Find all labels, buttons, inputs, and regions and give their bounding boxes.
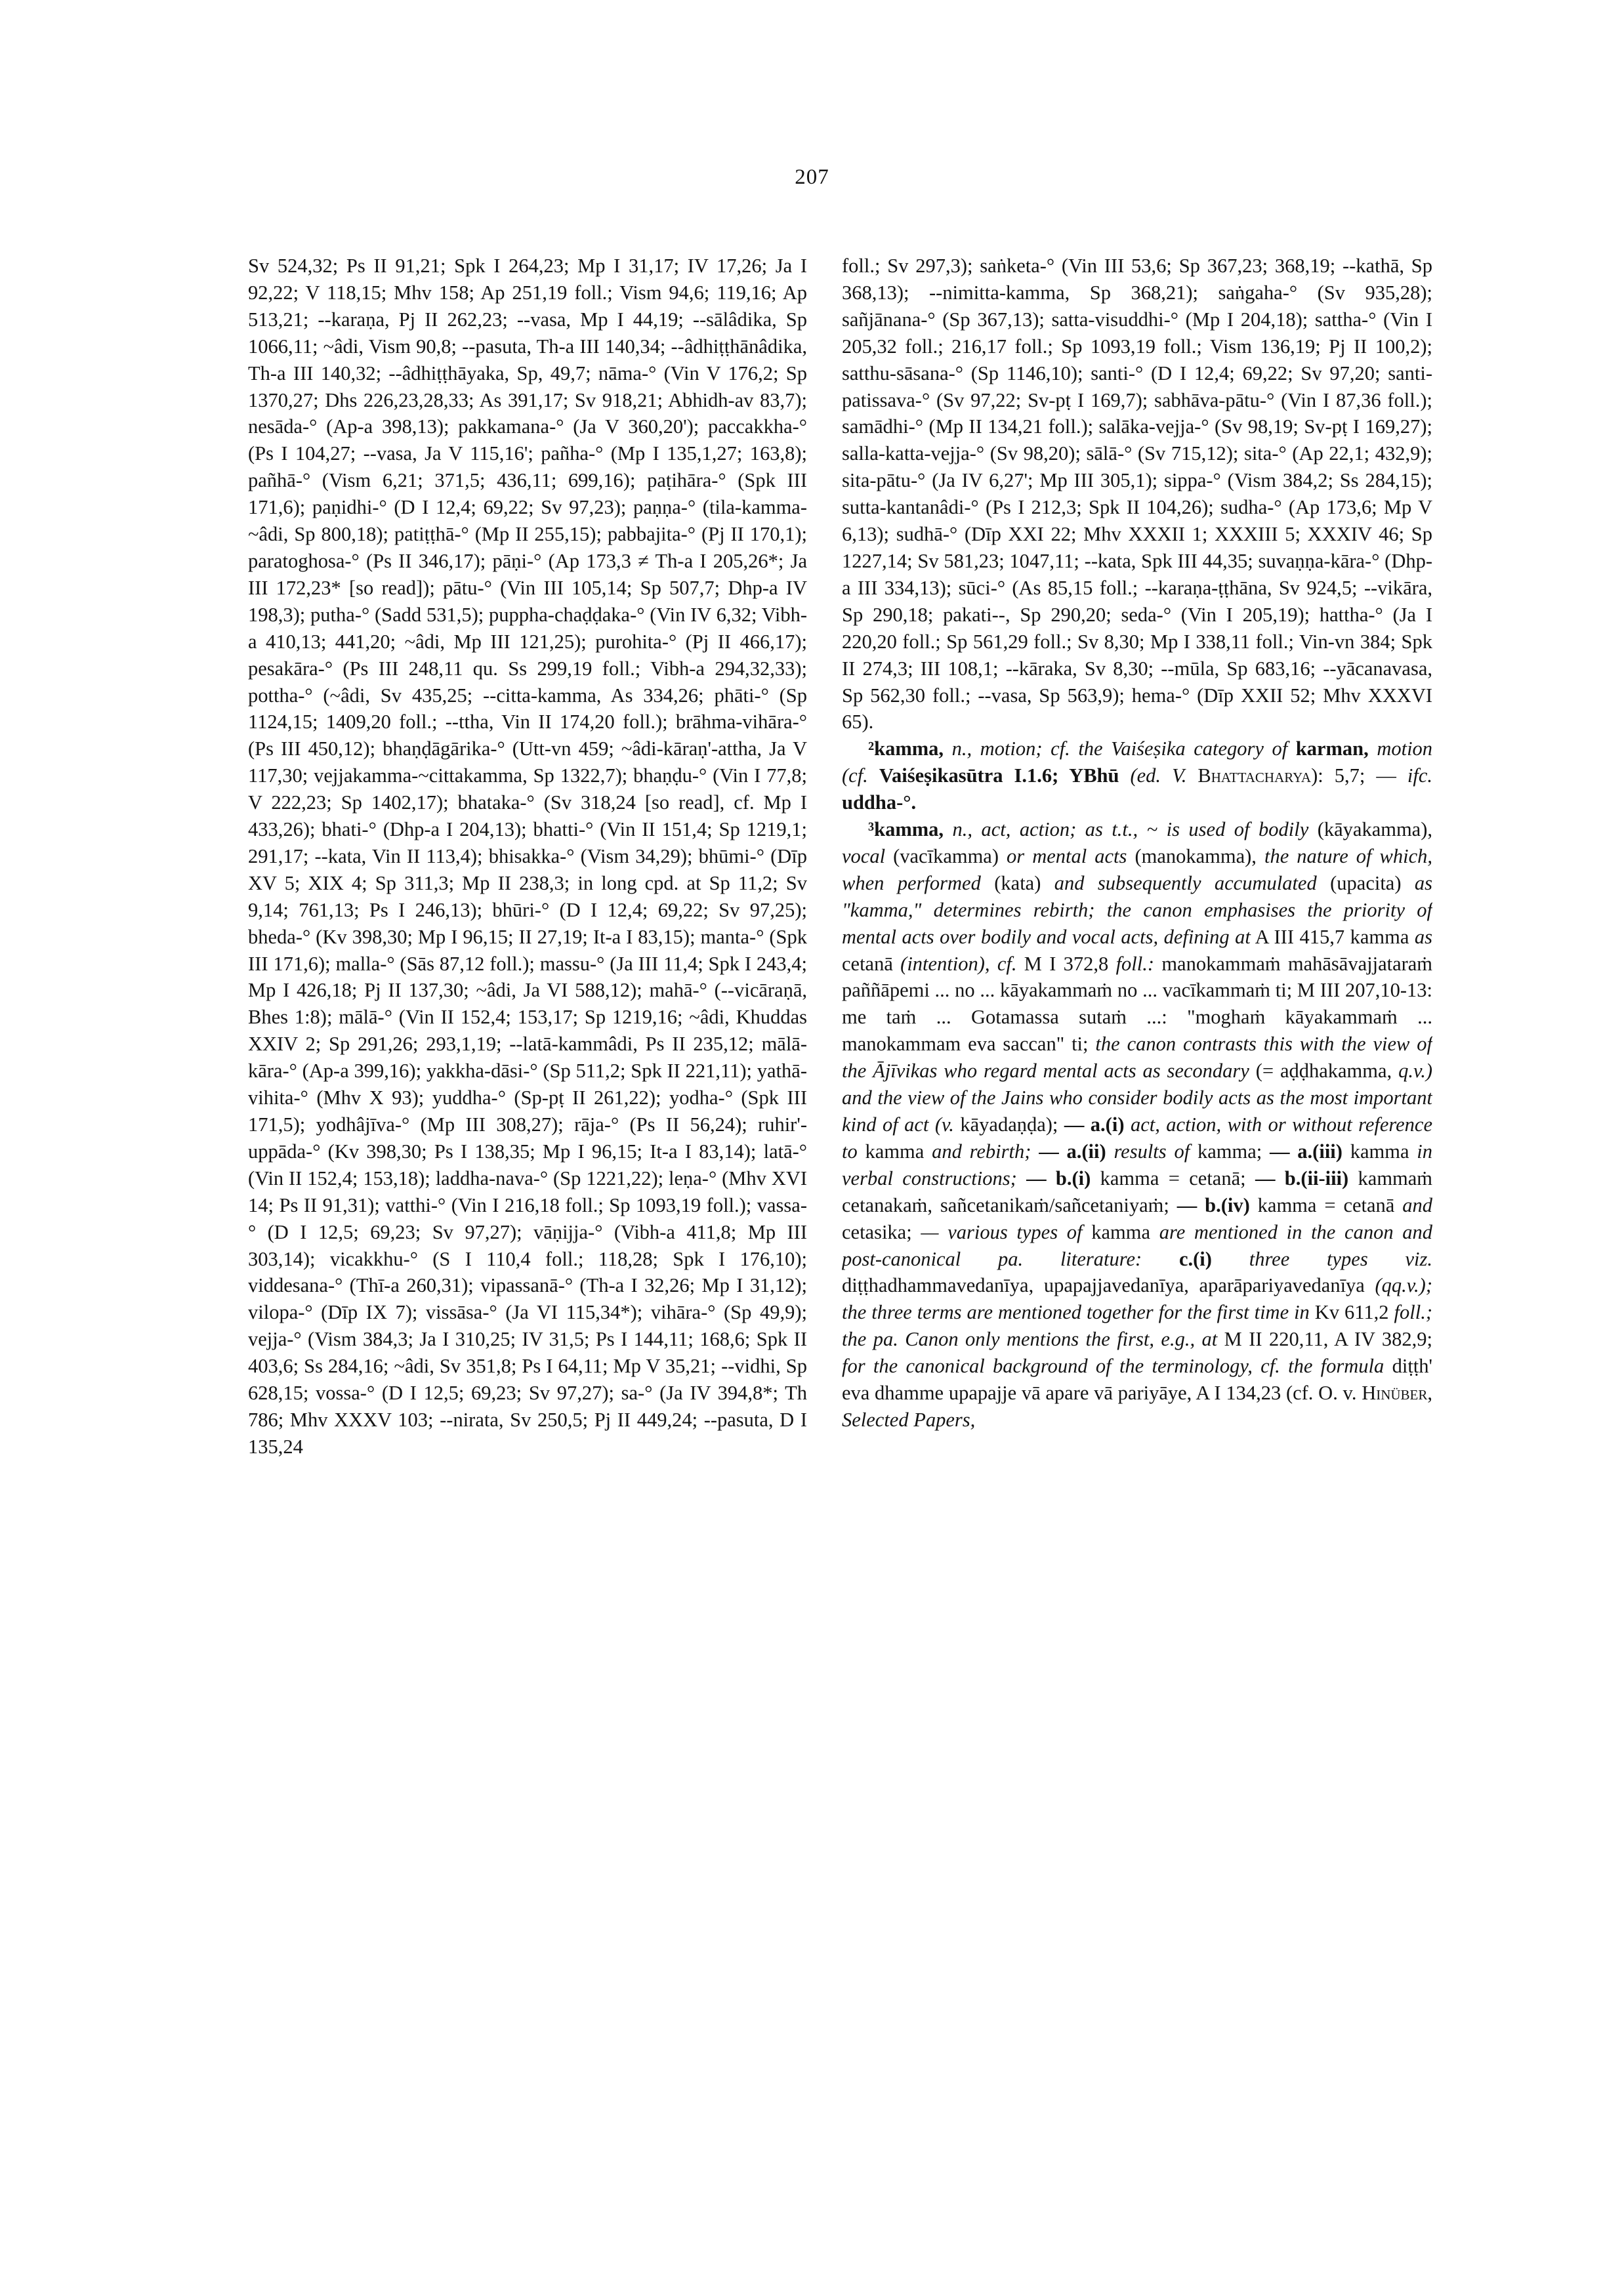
sense-label: — b.(ii-iii) (1255, 1167, 1349, 1189)
pali-term: (upacita) (1330, 871, 1402, 894)
gloss: the three terms are mentioned together for the first time in (842, 1301, 1310, 1324)
reference: A III 415,7 kamma (1255, 925, 1409, 948)
gloss: vocal (842, 844, 886, 867)
sense-label: c.(i) (1178, 1247, 1212, 1270)
page-number: 207 (795, 165, 829, 189)
gloss: determines rebirth; the canon emphasises the priority of mental acts over bodily and vocal acts, defining at (842, 898, 1432, 948)
entry-headword: ²kamma, (868, 737, 944, 760)
gloss: foll.: (1115, 952, 1155, 975)
pali-term: kamma = cetanā (1257, 1193, 1395, 1216)
quotation: diṭṭh' eva dhamme upapajje vā apare vā pariyāye, A I 134,23 (842, 1355, 1432, 1405)
gloss: the pa. Canon only mentions the first, e.g., at (842, 1328, 1218, 1351)
author-name: Hinüber, (1362, 1382, 1432, 1405)
pali-term: (= aḍḍhakamma, (1255, 1060, 1392, 1083)
source-ref: Vaiśeṣikasūtra I.1.6; YBhū (879, 764, 1119, 787)
gloss: and the view of the Jains who consider bodily acts as the most important kind of act (842, 1086, 1432, 1136)
gloss: the canon contrasts this with the view of the Ājīvikas who regard mental acts as secondary (842, 1033, 1432, 1083)
sense-label: — a.(iii) (1270, 1140, 1343, 1163)
gloss: and rebirth; (932, 1140, 1031, 1163)
editor-label: (ed. V. (1130, 764, 1187, 787)
editor-name: Bhattacharya (1197, 764, 1312, 787)
left-column-text: Sv 524,32; Ps II 91,21; Spk I 264,23; Mp I 31,17; IV 17,26; Ja I 92,22; V 118,15; Mhv 158; Ap 251,19 foll.; Vism 94,6; 119,16; Ap 513,21; --karaṇa, Pj II 262,23; --vasa, Mp I 44,19; --sālâdika, Sp 1066,11; ~âdi, Vism 90,8; --pasuta, Th-a III 140,34; --âdhiṭṭhānâdika, Th-a III 140,32; --âdhiṭṭhāyaka, Sp, 49,7; nāma-° (Vin V 176,2; Sp 1370,27; Dhs 226,23,28,33; As 391,17; Sv 918,21; Abhidh-av 83,7); nesāda-° (Ap-a 398,13); pakkamana-° (Ja V 360,20'); paccakkha-° (Ps I 104,27; --vasa, Ja V 115,16'; pañha-° (Mp I 135,1,27; 163,8); pañhā-° (Vism 6,21; 371,5; 436,11; 699,16); paṭihāra-° (Spk III 171,6); paṇidhi-° (D I 12,4; 69,22; Sv 97,23); paṇṇa-° (tila-kamma-~âdi, Sp 800,18); patiṭṭhā-° (Mp II 255,15); pabbajita-° (Pj II 170,1); paratoghosa-° (Ps II 346,17); pāṇi-° (Ap 173,3 ≠ Th-a I 205,26*; Ja III 172,23* [so read]); pātu-° (Vin III 105,14; Sp 507,7; Dhp-a IV 198,3); putha-° (Sadd 531,5); puppha-chaḍḍaka-° (Vin IV 6,32; Vibh-a 410,13; 441,20; ~âdi, Mp III 121,25); purohita-° (Pj II 466,17); pesakāra-° (Ps III 248,11 qu. Ss 299,19 foll.; Vibh-a 294,32,33); pottha-° (~âdi, Sv 435,25; --citta-kamma, As 334,26; phāti-° (Sp 1124,15; 1409,20 foll.; --ttha, Vin II 174,20 foll.); brāhma-vihāra-° (Ps III 450,12); bhaṇḍāgārika-° (Utt-vn 459; ~âdi-kāraṇ'-attha, Ja V 117,30; vejjakamma-~cittakamma, Sp 1322,7); bhaṇḍu-° (Vin I 77,8; V 222,23; Sp 1402,17); bhataka-° (Sv 318,24 [so read], cf. Mp I 433,26); bhati-° (Dhp-a I 204,13); bhatti-° (Vin II 151,4; Sp 1219,1; 291,17; --kata, Vin II 113,4); bhisakka-° (Vism 34,29); bhūmi-° (Dīp XV 5; XIX 4; Sp 311,3; Mp II 238,3; in long cpd. at Sp 11,2; Sv 9,14; 761,13; Ps I 246,13); bhūri-° (D I 12,4; 69,22; Sv 97,25); bheda-° (Kv 398,30; Mp I 96,15; II 27,19; It-a I 83,15); manta-° (Spk III 171,6); malla-° (Sās 87,12 foll.); massu-° (Ja III 11,4; Spk I 243,4; Mp I 426,18; Pj II 137,30; ~âdi, Ja VI 588,12); mahā-° (--vicāraṇā, Bhes 1:8); mālā-° (Vin II 152,4; 153,17; Sp 1219,16; ~âdi, Khuddas XXIV 2; Sp 291,26; 293,1,19; --latā-kammâdi, Ps II 235,12; mālā-kāra-° (Ap-a 399,16); yakkha-dāsi-° (Sp 511,2; Spk II 221,11); yathā-vihita-° (Mhv X 93); yuddha-° (Sp-pṭ II 261,22); yodha-° (Spk III 171,5); yodhâjīva-° (Mp III 308,27); rāja-° (Ps II 56,24); ruhir'-uppāda-° (Kv 398,30; Ps I 138,35; Mp I 96,15; It-a I 83,14); latā-° (Vin II 152,4; 153,18); laddha-nava-° (Sp 1221,22); leṇa-° (Mhv XVI 14; Ps II 91,31); vatthi-° (Vin I 216,18 foll.; Sp 1093,19 foll.); vassa-° (D I 12,5; 69,23; Sv 97,27); vāṇijja-° (Vibh-a 411,8; Mp III 303,14); vicakkhu-° (S I 110,4 foll.; 118,28; Spk I 176,10); viddesana-° (Thī-a 260,31); vipassanā-° (Th-a I 32,26; Mp I 31,12); vilopa-° (Dīp IX 7); vissāsa-° (Ja VI 115,34*); vihāra-° (Sp 49,9); vejja-° (Vism 384,3; Ja I 310,25; IV 31,5; Ps I 144,11; 168,6; Spk II 403,6; Ss 284,16; ~âdi, Sv 351,8; Ps I 64,11; Mp V 35,21; --vidhi, Sp 628,15; vossa-° (D I 12,5; 69,23; Sv 97,27); sa-° (Ja IV 394,8*; Th 786; Mhv XXXV 103; --nirata, Sv 250,5; Pj II 449,24; --pasuta, D I 135,24 (248, 255, 807, 1458)
pali-term: (manokamma), (1135, 844, 1257, 867)
gloss: (qq.v.); (1375, 1274, 1432, 1297)
gloss: and subsequently accumulated (1054, 871, 1317, 894)
pali-term: (vacīkamma) (893, 844, 999, 867)
gloss: cf. (997, 952, 1017, 975)
pali-term: (kāyakamma), (1317, 818, 1432, 841)
sense-label: — a.(ii) (1039, 1140, 1106, 1163)
reference: (cf. O. v. (1285, 1382, 1357, 1405)
grammar-label: n., act, action; as t.t., ~ is used of bodily (952, 818, 1309, 841)
gloss: foll.; (1394, 1301, 1432, 1324)
pali-term: (kata) (994, 871, 1041, 894)
gloss: in verbal constructions; (842, 1140, 1432, 1189)
pali-term: kāyadaṇḍa); (960, 1113, 1058, 1136)
gloss: (v. (934, 1113, 954, 1136)
entry-headword: ³kamma, (868, 818, 944, 841)
pali-term: kamma = cetanā; (1100, 1167, 1246, 1189)
reference: Kv 611,2 (1314, 1301, 1389, 1324)
gloss: results of (1114, 1140, 1190, 1163)
left-column (248, 253, 807, 2188)
definition: motion (1377, 737, 1432, 760)
cross-reference: cf. the Vaiśeṣika category of (1051, 737, 1288, 760)
entry-kamma-3 (842, 816, 1432, 1434)
quotation: manokammaṁ mahāsāvajjataraṁ paññāpemi ... no ... kāyakammaṁ no ... vacīkammaṁ ti; M III 207,10-13: me taṁ ... Gotamassa sutaṁ ...: "moghaṁ kāyakammaṁ ... manokammam eva saccan" ti; (842, 952, 1432, 1056)
sense-label: — b.(iv) (1176, 1193, 1250, 1216)
gloss: for the canonical background of the terminology, cf. the formula (842, 1355, 1385, 1378)
right-column (842, 253, 1432, 2188)
book-title: Selected Papers, (842, 1408, 976, 1431)
gloss: are mentioned in the canon and post-canonical pa. literature: (842, 1220, 1432, 1270)
reference: ): 5,7; — (1311, 764, 1396, 787)
grammar-label: n., (951, 737, 972, 760)
pali-term: cetanā (842, 952, 893, 975)
gloss: — various types of (921, 1220, 1083, 1243)
ifc-label: ifc. (1407, 764, 1432, 787)
gloss: three types viz. (1249, 1247, 1432, 1270)
reference: M II 220,11, A IV 382,9; (1224, 1328, 1432, 1351)
gloss: as "kamma," (842, 871, 1432, 921)
pali-term: diṭṭhadhammavedanīya, upapajjavedanīya, aparāpariyavedanīya (842, 1274, 1365, 1297)
gloss: as (1414, 925, 1432, 948)
right-column-continuation: foll.; Sv 297,3); saṅketa-° (Vin III 53,6; Sp 367,23; 368,19; --kathā, Sp 368,13); --nimitta-kamma, Sp 368,21); saṅgaha-° (Sv 935,28); sañjānana-° (Sp 367,13); satta-visuddhi-° (Mp I 204,18); sattha-° (Vin I 205,32 foll.; 216,17 foll.; Sp 1093,19 foll.; Vism 136,19; Pj II 100,2); satthu-sāsana-° (Sp 1146,10); santi-° (D I 12,4; 69,22; Sv 97,20; santi-patissava-° (Sv 97,22; Sv-pṭ I 169,7); sabhāva-pātu-° (Vin I 87,36 foll.); samādhi-° (Mp II 134,21 foll.); salāka-vejja-° (Sv 98,19; Sv-pṭ I 169,27); salla-katta-vejja-° (Sv 98,20); sālā-° (Sv 715,12); sita-° (Ap 22,1; 432,9); sita-pātu-° (Ja IV 6,27'; Mp III 305,1); sippa-° (Vism 384,2; Ss 284,15); sutta-kantanâdi-° (Ps I 212,3; Spk II 104,26); sudha-° (Ap 173,6; Mp V 6,13); sudhā-° (Dīp XXI 22; Mhv XXXII 1; XXXIII 5; XXXIV 46; Sp 1227,14; Sv 581,23; 1047,11; --kata, Spk III 44,35; suvaṇṇa-kāra-° (Dhp-a III 334,13); sūci-° (As 85,15 foll.; --karaṇa-ṭṭhāna, Sv 924,5; --vikāra, Sp 290,18; pakati--, Sp 290,20; seda-° (Vin I 205,19); hattha-° (Ja I 220,20 foll.; Sp 561,29 foll.; Sv 8,30; Mp I 338,11 foll.; Vin-vn 384; Spk II 274,3; III 108,1; --kāraka, Sv 8,30; --mūla, Sp 683,16; --yācanavasa, Sp 562,30 foll.; --vasa, Sp 563,9); hema-° (Dīp XXII 52; Mhv XXXVI 65). (842, 255, 1432, 734)
gloss: act, action, with or without reference to (842, 1113, 1432, 1163)
pali-term: kammaṁ cetanakaṁ, sañcetanikaṁ/sañcetaniyaṁ; (842, 1167, 1432, 1216)
term: karman, (1295, 737, 1369, 760)
pali-term: kamma (1350, 1140, 1409, 1163)
pali-term: kamma (1091, 1220, 1150, 1243)
pali-term: cetasika; (842, 1220, 912, 1243)
gloss: (intention), (900, 952, 990, 975)
compound: uddha-°. (842, 791, 917, 814)
definition: motion; (980, 737, 1043, 760)
gloss: and (1402, 1193, 1432, 1216)
gloss: or mental acts (1007, 844, 1127, 867)
gloss: the nature of which, when performed (842, 844, 1432, 894)
pali-term: kamma (865, 1140, 925, 1163)
cross-reference: (cf. (842, 764, 868, 787)
sense-label: — a.(i) (1064, 1113, 1125, 1136)
pali-term: kamma; (1197, 1140, 1262, 1163)
reference: M I 372,8 (1024, 952, 1109, 975)
gloss: q.v.) (1398, 1060, 1432, 1083)
entry-kamma-2 (842, 735, 1432, 816)
sense-label: — b.(i) (1026, 1167, 1091, 1189)
